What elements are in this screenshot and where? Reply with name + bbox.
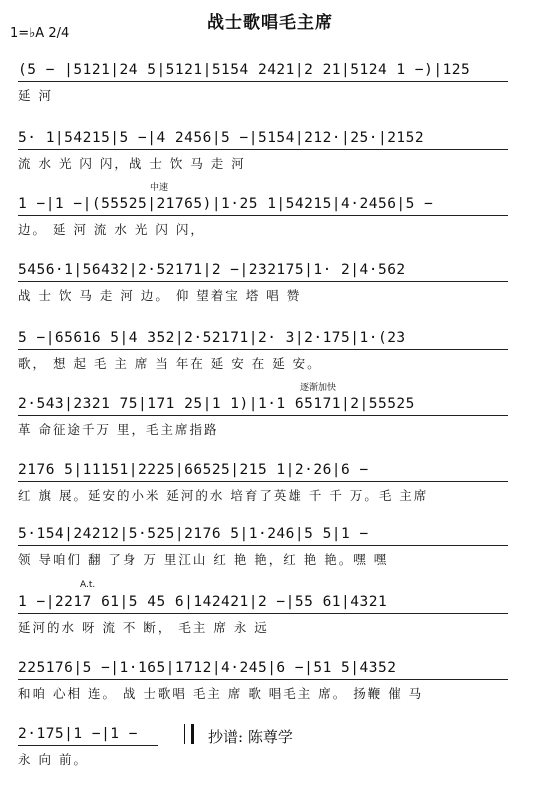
notation-line: 5·154|24212|5·525|2176 5|1·246|5 5|1 −	[18, 526, 369, 542]
beam-line	[18, 349, 508, 350]
beam-line	[18, 81, 508, 82]
notation-line: 1 −|2217 61|5 45 6|142421|2 −|55 61|4321	[18, 594, 388, 610]
beam-line	[18, 149, 508, 150]
lyric-line: 延河的水 呀 流 不 断， 毛主 席 永 远	[18, 620, 269, 635]
lyric-line: 战 士 饮 马 走 河 边。 仰 望着宝 塔 唱 赞	[18, 288, 302, 303]
notation-line: 225176|5 −|1·165|1712|4·245|6 −|51 5|4352	[18, 660, 397, 676]
beam-line	[18, 613, 508, 614]
lyric-line: 领 导咱们 翻 了身 万 里江山 红 艳 艳，红 艳 艳。嘿 嘿	[18, 552, 389, 567]
beam-line	[18, 745, 158, 746]
notation-line: 5· 1|54215|5 −|4 2456|5 −|5154|212·|25·|2152	[18, 130, 425, 146]
beam-line	[18, 481, 508, 482]
lyric-line: 延 河	[18, 88, 53, 103]
lyric-line: 流 水 光 闪 闪，战 士 饮 马 走 河	[18, 156, 246, 171]
notation-line: (5 − |5121|24 5|5121|5154 2421|2 21|5124 1 −)|125	[18, 62, 471, 78]
notation-line: 5 −|65616 5|4 352|2·52171|2· 3|2·175|1·(23	[18, 330, 406, 346]
tempo-mark-accelerando: 逐渐加快	[300, 383, 337, 393]
lyric-line: 和咱 心相 连。 战 士歌唱 毛主 席 歌 唱毛主 席。 扬鞭 催 马	[18, 686, 424, 701]
lyric-line: 边。 延 河 流 水 光 闪 闪，	[18, 222, 205, 237]
notation-line: 2·175|1 −|1 −	[18, 726, 138, 742]
lyric-line: 革 命征途千万 里，毛主席指路	[18, 422, 219, 437]
beam-line	[18, 679, 508, 680]
key-signature: 1=♭A 2/4	[10, 26, 70, 41]
lyric-line: 永 向 前。	[18, 752, 88, 767]
beam-line	[18, 215, 508, 216]
beam-line	[18, 281, 508, 282]
notation-line: 1 −|1 −|(55525|21765)|1·25 1|54215|4·2456|5 −	[18, 196, 434, 212]
lyric-line: 歌， 想 起 毛 主 席 当 年在 延 安 在 延 安。	[18, 356, 322, 371]
notation-line: 5456·1|56432|2·52171|2 −|232175|1· 2|4·562	[18, 262, 406, 278]
beam-line	[18, 415, 508, 416]
notation-line: 2176 5|11151|2225|66525|215 1|2·26|6 −	[18, 462, 369, 478]
beam-line	[18, 545, 508, 546]
tempo-mark-moderato: 中速	[150, 183, 169, 193]
lyric-line: 红 旗 展。延安的小米 延河的水 培育了英雄 千 千 万。毛 主席	[18, 488, 429, 503]
tempo-mark-at: A.t.	[80, 580, 96, 590]
song-title: 战士歌唱毛主席	[207, 13, 333, 33]
final-barline	[184, 724, 194, 744]
transcriber-credit: 抄谱: 陈尊学	[208, 728, 293, 746]
notation-line: 2·543|2321 75|171 25|1 1)|1·1 65171|2|55525	[18, 396, 415, 412]
